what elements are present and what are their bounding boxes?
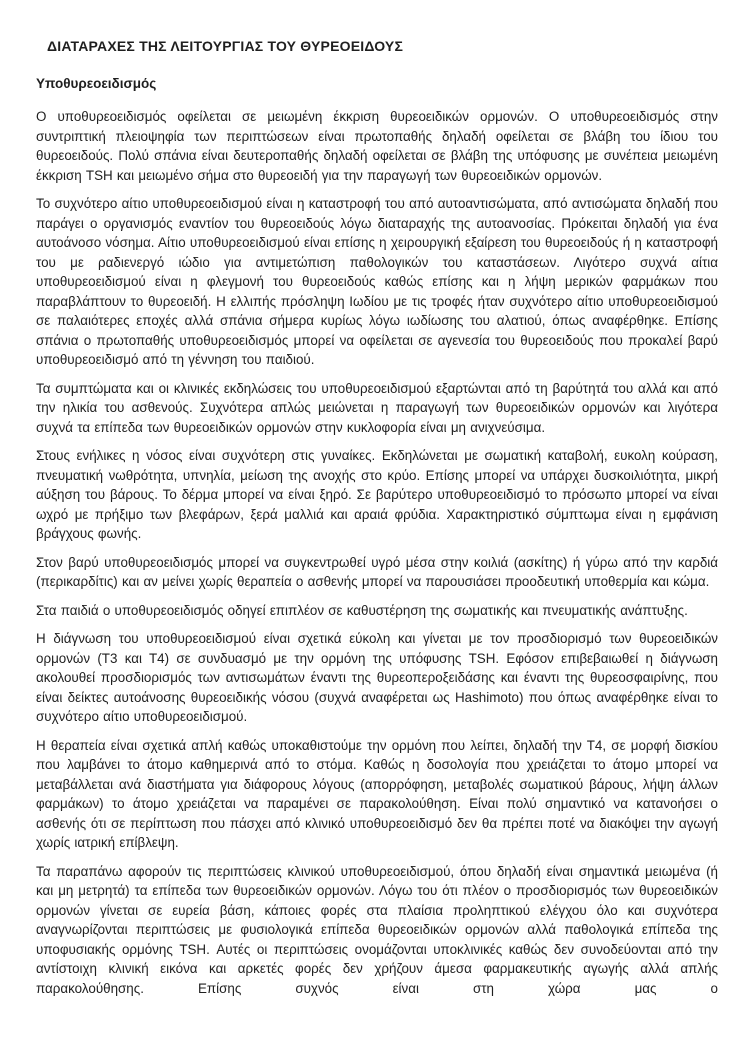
document-title: ΔΙΑΤΑΡΑΧΕΣ ΤΗΣ ΛΕΙΤΟΥΡΓΙΑΣ ΤΟΥ ΘΥΡΕΟΕΙΔΟΥΣ: [47, 38, 404, 54]
document-body: [36, 107, 718, 998]
paragraph-5: Στον βαρύ υποθυρεοειδισμός μπορεί να συγκεντρωθεί υγρό μέσα στην κοιλιά (ασκίτης) ή γύρω από την καρδιά (περικαρδίτις) και αν μείνει χωρίς θεραπεία ο ασθενής μπορεί να παρουσιάσει προοδευτική υποθερμία και κώμα.: [36, 554, 718, 589]
paragraph-7: Η διάγνωση του υποθυρεοειδισμού είναι σχετικά εύκολη και γίνεται με τον προσδιορισμό των θυρεοειδικών ορμονών (Τ3 και Τ4) σε συνδυασμό με την ορμόνη της υπόφυσης TSH. Εφόσον επιβεβαιωθεί η διάγνωση ακολουθεί προσδιορισμός των αντισωμάτων έναντι της θυρεοπεροξειδάσης και έναντι της θυρεοσφαιρίνης, που είναι δείκτες αυτοάνοσης θυρεοειδικής νόσου (συχνά αναφέρεται ως Hashimoto) που όπως αναφέρθηκε είναι το συχνότερο αίτιο υποθυρεοειδισμού.: [36, 631, 718, 724]
paragraph-1: Ο υποθυρεοειδισμός οφείλεται σε μειωμένη έκκριση θυρεοειδικών ορμονών. Ο υποθυρεοειδισμός στην συντριπτική πλειοψηφία των περιπτώσεων είναι πρωτοπαθής δηλαδή οφείλεται σε βλάβη του ίδιου του θυρεοειδούς. Πολύ σπάνια είναι δευτεροπαθής δηλαδή οφείλεται σε βλάβη της υπόφυσης με συνέπεια μειωμένη έκκριση TSH και μειωμένο σήμα στο θυρεοειδή για την παραγωγή των θυρεοειδικών ορμονών.: [36, 109, 718, 183]
paragraph-6: Στα παιδιά ο υποθυρεοειδισμός οδηγεί επιπλέον σε καθυστέρηση της σωματικής και πνευματικής ανάπτυξης.: [36, 602, 688, 618]
paragraph-9: Τα παραπάνω αφορούν τις περιπτώσεις κλινικού υποθυρεοειδισμού, όπου δηλαδή είναι σημαντικά μειωμένα (ή και μη μετρητά) τα επίπεδα των θυρεοειδικών ορμονών. Λόγω του ότι πλέον ο προσδιορισμός των θυρεοειδικών ορμονών γίνεται σε ευρεία βάση, κάποιες φορές στα πλαίσια προληπτικού ελέγχου όλο και συχνότερα αναγνωρίζονται περιπτώσεις με φυσιολογικά επίπεδα θυρεοειδικών ορμονών αλλά παθολογικά επίπεδα της υποφυσιακής ορμόνης TSH. Αυτές οι περιπτώσεις ονομάζονται υποκλινικές καθώς δεν συνοδεύονται από την αντίστοιχη κλινική εικόνα και αρκετές φορές δεν χρήζουν άμεσα φαρμακευτικής αγωγής αλλά απλής παρακολούθησης. Επίσης συχνός είναι στη χώρα μας ο: [36, 863, 718, 996]
paragraph-3: Τα συμπτώματα και οι κλινικές εκδηλώσεις του υποθυρεοειδισμού εξαρτώνται από τη βαρύτητά του αλλά και από την ηλικία του ασθενούς. Συχνότερα απλώς μειώνεται η παραγωγή των θυρεοειδικών ορμονών και λιγότερα συχνά τα επίπεδα των θυρεοειδικών ορμονών στην κυκλοφορία είναι μη ανιχνεύσιμα.: [36, 380, 718, 435]
paragraph-4: Στους ενήλικες η νόσος είναι συχνότερη στις γυναίκες. Εκδηλώνεται με σωματική καταβολή, ευκολη κούραση, πνευματική νωθρότητα, υπνηλία, μείωση της ανοχής στο κρύο. Επίσης μπορεί να υπάρχει δυσκοιλιότητα, μικρή αύξηση του βάρους. Το δέρμα μπορεί να είναι ξηρό. Σε βαρύτερο υποθυρεοειδισμό το πρόσωπο μπορεί να είναι ωχρό με πρήξιμο των βλεφάρων, ξερά μαλλιά και αραιά φρύδια. Χαρακτηριστικό σύμπτωμα είναι η εμφάνιση βράγχους φωνής.: [36, 448, 718, 541]
paragraph-2: Το συχνότερο αίτιο υποθυρεοειδισμού είναι η καταστροφή του από αυτοαντισώματα, από αντισώματα δηλαδή που παράγει ο οργανισμός εναντίον του θυρεοειδούς λόγω διαταραχής της αυτοανοσίας. Πρόκειται δηλαδή για ένα αυτοάνοσο νόσημα. Αίτιο υποθυρεοειδισμού είναι επίσης η χειρουργική εξαίρεση του θυρεοειδούς ή η καταστροφή του με ραδιενεργό ιώδιο για αντιμετώπιση παθολογικών του καταστάσεων. Λιγότερο συχνά αίτια υποθυρεοειδισμού είναι η φλεγμονή του θυρεοειδούς καθώς επίσης και η λήψη μερικών φαρμάκων που παραβλάπτουν το θυρεοειδή. Η ελλιπής πρόσληψη Ιωδίου με τις τροφές ήταν συχνότερο αίτιο υποθυρεοειδισμού σε παλαιότερες εποχές αλλά σπάνια σήμερα κυρίως λόγω ιωδίωσης του αλατιού, όπως αναφέρθηκε. Επίσης σπάνια ο πρωτοπαθής υποθυρεοειδισμός μπορεί να οφείλεται σε αγενεσία του θυρεοειδούς που προκαλεί βαρύ υποθυρεοειδισμό από τη γέννηση του παιδιού.: [36, 196, 718, 367]
paragraph-8: Η θεραπεία είναι σχετικά απλή καθώς υποκαθιστούμε την ορμόνη που λείπει, δηλαδή την Τ4, σε μορφή δισκίου που λαμβάνει το άτομο καθημερινά από το στόμα. Καθώς η δοσολογία που χρειάζεται το άτομο μπορεί να μεταβάλλεται ανά διαστήματα για διάφορους λόγους (απορρόφηση, μεταβολές σωματικού βάρους, λήψη άλλων φαρμάκων) το άτομο χρειάζεται να παραμένει σε παρακολούθηση. Είναι πολύ σημαντικό να κατανοήσει ο ασθενής ότι σε περίπτωση που πάσχει από κλινικό υποθυρεοειδισμό δεν θα πρέπει ποτέ να διακόψει την αγωγή χωρίς ιατρική επίβλεψη.: [36, 737, 718, 850]
section-heading: Υποθυρεοειδισμός: [36, 76, 157, 91]
